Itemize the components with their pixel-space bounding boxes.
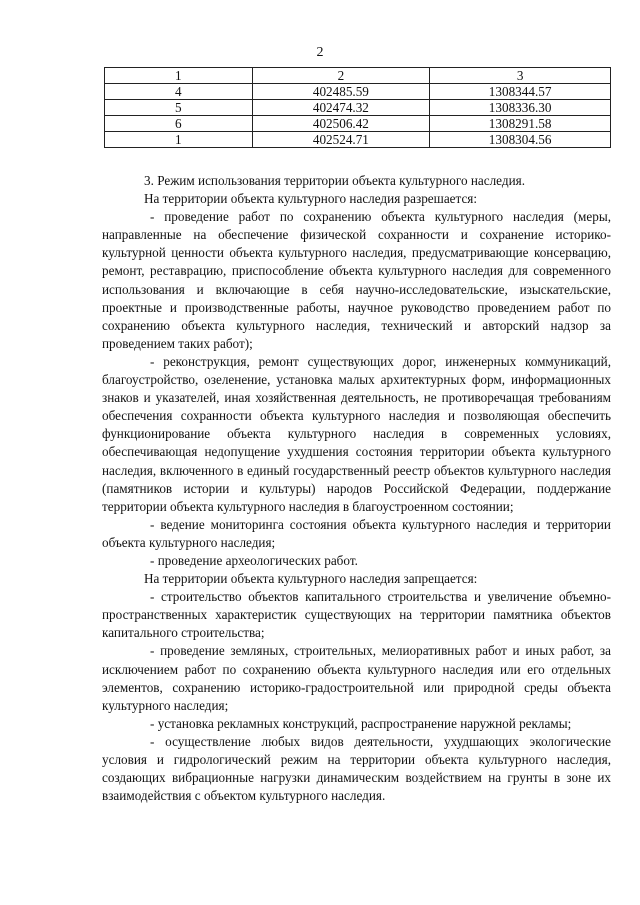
- document-body: [102, 172, 611, 805]
- table-header-cell: 1: [105, 68, 253, 84]
- table-header-cell: 3: [430, 68, 611, 84]
- table-cell: 402485.59: [252, 84, 430, 100]
- list-item: - установка рекламных конструкций, распространение наружной рекламы;: [150, 715, 572, 731]
- page-number: 2: [316, 45, 324, 60]
- table-row: [105, 100, 611, 116]
- list-item: - осуществление любых видов деятельности, ухудшающих экологические условия и гидрологический режим на территории объекта культурного наследия, создающих вибрационные нагрузки динамическим воздействием на грунты в зоне их взаимодействия с объектом культурного наследия.: [102, 733, 611, 804]
- table-cell: 6: [105, 116, 253, 132]
- table-row: [105, 84, 611, 100]
- list-item: - проведение земляных, строительных, мелиоративных работ и иных работ, за исключением работ по сохранению объекта культурного наследия или его отдельных элементов, сохранению историко-градостроительной или природной среды объекта культурного наследия;: [102, 643, 611, 713]
- table-cell: 402506.42: [252, 116, 430, 132]
- table-cell: 402474.32: [252, 100, 430, 116]
- list-item: - проведение работ по сохранению объекта культурного наследия (меры, направленные на обеспечение физической сохранности и сохранение историко-культурной ценности объекта культурного наследия, предусматривающие консервацию, ремонт, реставрацию, приспособление объекта культурного наследия для современного использования и включающие в себя научно-исследовательские, изыскательские, проектные и производственные работы, научное руководство проведением работ по сохранению объекта культурного наследия, технический и авторский надзор за проведением таких работ);: [102, 209, 611, 351]
- table-cell: 1: [105, 132, 253, 148]
- table-row: [105, 116, 611, 132]
- table-cell: 1308344.57: [430, 84, 611, 100]
- paragraph-allowed-intro: На территории объекта культурного наследия разрешается:: [144, 191, 478, 207]
- coordinates-table: [104, 67, 611, 148]
- table-cell: 1308304.56: [430, 132, 611, 148]
- table-cell: 4: [105, 84, 253, 100]
- list-item: - реконструкция, ремонт существующих дорог, инженерных коммуникаций, благоустройство, озеленение, установка малых архитектурных форм, информационных знаков и указателей, иная хозяйственная деятельность, не противоречащая требованиям обеспечения сохранности объекта культурного наследия и позволяющая обеспечить функционирование объекта культурного наследия в современных условиях, обеспечивающая недопущение ухудшения состояния территории объекта культурного наследия, включенного в единый государственный реестр объектов культурного наследия (памятников истории и культуры) народов Российской Федерации, поддержание территории объекта культурного наследия в благоустроенном состоянии;: [102, 353, 611, 514]
- table-cell: 5: [105, 100, 253, 116]
- paragraph-prohibited-intro: На территории объекта культурного наследия запрещается:: [144, 571, 478, 587]
- table-row: [105, 132, 611, 148]
- table-header-row: [105, 68, 611, 84]
- list-item: - ведение мониторинга состояния объекта культурного наследия и территории объекта культурного наследия;: [102, 516, 611, 550]
- list-item: - строительство объектов капитального строительства и увеличение объемно-пространственных характеристик существующих на территории памятника объектов капитального строительства;: [102, 589, 611, 641]
- table-header-cell: 2: [252, 68, 430, 84]
- section-heading: 3. Режим использования территории объекта культурного наследия.: [144, 173, 525, 188]
- table-cell: 402524.71: [252, 132, 430, 148]
- list-item: - проведение археологических работ.: [150, 552, 358, 568]
- table-cell: 1308336.30: [430, 100, 611, 116]
- table-cell: 1308291.58: [430, 116, 611, 132]
